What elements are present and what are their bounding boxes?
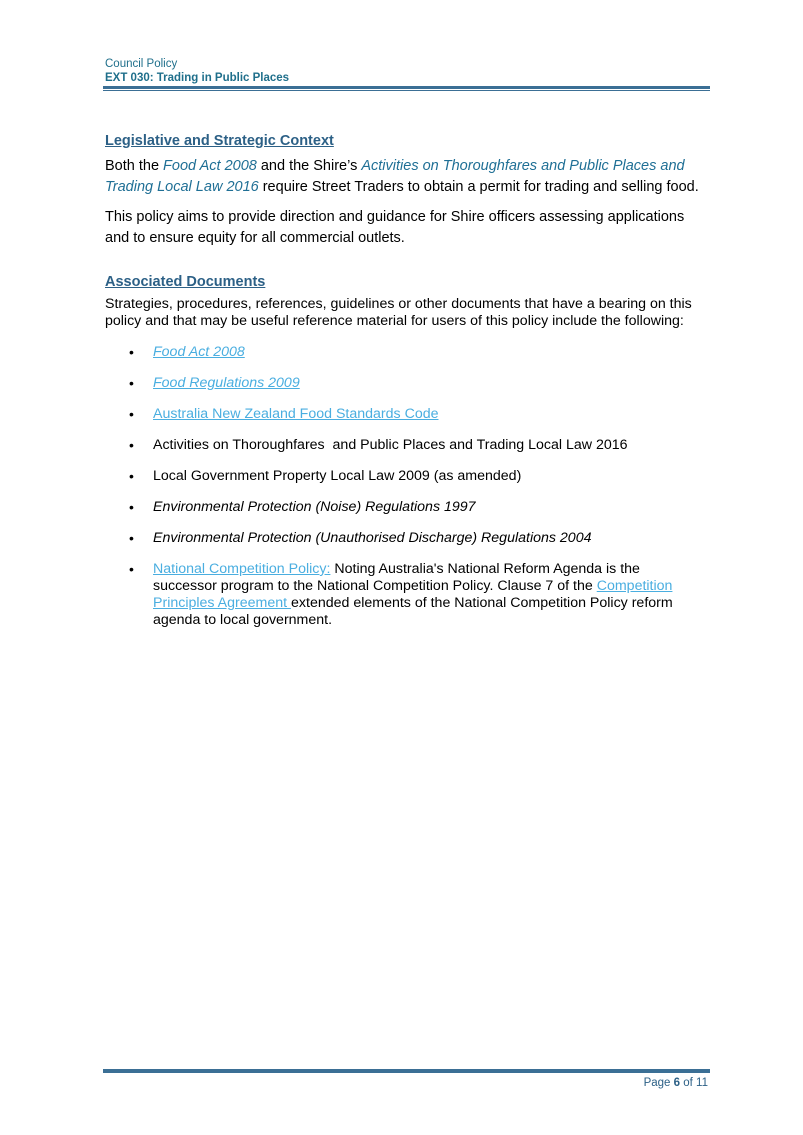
total-pages: 11: [696, 1077, 708, 1089]
list-item: [105, 375, 705, 392]
list-item-text: Environmental Protection (Noise) Regulations 1997: [153, 499, 476, 515]
local-law-reference: Activities on Thoroughfares and Public Places and Trading Local Law 2016: [105, 158, 685, 195]
bullet-icon: •: [129, 437, 134, 453]
link-food-standards-code[interactable]: Australia New Zealand Food Standards Code: [153, 406, 439, 422]
header-doc-type: Council Policy: [105, 58, 178, 70]
bullet-icon: •: [129, 499, 134, 515]
list-item: [105, 468, 705, 485]
text-span: and the Shire’s: [256, 158, 362, 174]
list-item-text: Environmental Protection (Unauthorised Discharge) Regulations 2004: [153, 530, 592, 546]
header-policy-title: EXT 030: Trading in Public Places: [105, 72, 290, 84]
text-span: require Street Traders to obtain a permit for trading and selling food.: [258, 178, 699, 195]
page-header: [105, 57, 710, 85]
associated-documents-list: [105, 344, 705, 629]
of-label: of: [680, 1077, 697, 1089]
link-food-regulations[interactable]: Food Regulations 2009: [153, 375, 300, 391]
page-number: [644, 1077, 708, 1089]
list-item: [105, 406, 705, 423]
current-page: 6: [673, 1077, 681, 1089]
food-act-reference: Food Act 2008: [163, 158, 257, 174]
bullet-icon: •: [129, 344, 134, 360]
footer-divider: [103, 1068, 710, 1073]
link-competition-principles-agreement[interactable]: Competition Principles Agreement: [153, 578, 673, 611]
text-span: Noting Australia's National Reform Agenda is the successor program to the National Competition Policy. Clause 7 of the: [153, 561, 640, 594]
section-heading-associated-documents: Associated Documents: [105, 274, 266, 290]
paragraph-associated-intro: Strategies, procedures, references, guidelines or other documents that have a bearing on this policy and that may be useful reference material for users of this policy include the following:: [105, 296, 692, 329]
bullet-icon: •: [129, 375, 134, 391]
list-item: [105, 344, 705, 361]
bullet-icon: •: [129, 468, 134, 484]
header-divider: [103, 86, 710, 91]
bullet-icon: •: [129, 530, 134, 546]
paragraph-policy-aim: This policy aims to provide direction and guidance for Shire officers assessing applications and to ensure equity for all commercial outlets.: [105, 209, 685, 246]
link-national-competition-policy[interactable]: National Competition Policy:: [153, 561, 331, 577]
link-food-act[interactable]: Food Act 2008: [153, 344, 245, 360]
list-item: [105, 561, 705, 629]
text-span: extended elements of the National Competition Policy reform agenda to local government.: [153, 595, 673, 628]
bullet-icon: •: [129, 406, 134, 422]
page-label: Page: [643, 1077, 674, 1089]
section-heading-legislative: Legislative and Strategic Context: [105, 133, 334, 149]
list-item-text: Local Government Property Local Law 2009 (as amended): [153, 468, 522, 484]
bullet-icon: •: [129, 561, 134, 577]
list-item: [105, 499, 705, 516]
main-content: [105, 132, 705, 643]
list-item-text: Activities on Thoroughfares and Public Places and Trading Local Law 2016: [153, 437, 628, 453]
list-item: [105, 530, 705, 547]
list-item: [105, 437, 705, 454]
text-span: Both the: [105, 158, 164, 174]
paragraph-permit-requirement: [105, 156, 705, 197]
